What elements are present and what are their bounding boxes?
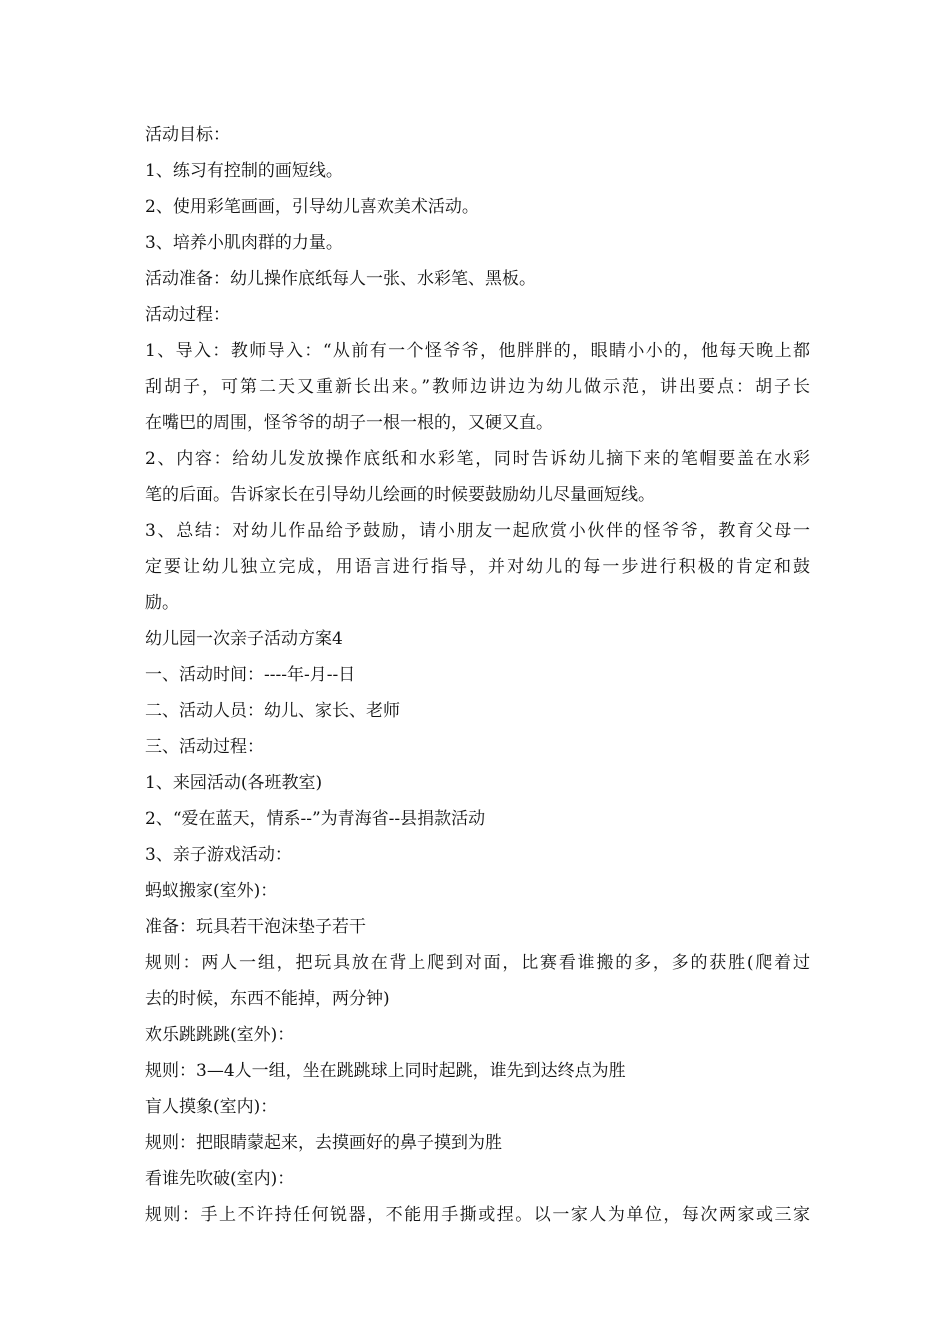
activity-process-heading: 三、活动过程： xyxy=(145,737,264,757)
activity-participants: 二、活动人员：幼儿、家长、老师 xyxy=(145,701,400,721)
goals-heading: 活动目标： xyxy=(145,125,230,145)
game-jumping-title: 欢乐跳跳跳(室外)： xyxy=(145,1025,295,1045)
game-blind-elephant-title: 盲人摸象(室内)： xyxy=(145,1097,278,1117)
goal-item-2: 2、使用彩笔画画，引导幼儿喜欢美术活动。 xyxy=(145,197,479,217)
process-item-2: 2、“爱在蓝天，情系--”为青海省--县捐款活动 xyxy=(145,809,486,829)
game-jumping-rules: 规则：3—4人一组，坐在跳跳球上同时起跳，谁先到达终点为胜 xyxy=(145,1061,626,1081)
process-step-3-line-2: 定要让幼儿独立完成，用语言进行指导，并对幼儿的每一步进行积极的肯定和鼓 xyxy=(145,557,810,577)
goal-item-3: 3、培养小肌肉群的力量。 xyxy=(145,233,343,253)
game-balloon-title: 看谁先吹破(室内)： xyxy=(145,1169,295,1189)
process-step-3-line-1: 3、总结：对幼儿作品给予鼓励，请小朋友一起欣赏小伙伴的怪爷爷，教育父母一 xyxy=(145,521,810,541)
process-step-2-line-2: 笔的后面。告诉家长在引导幼儿绘画的时候要鼓励幼儿尽量画短线。 xyxy=(145,485,655,505)
game-ant-moving-rules-line-2: 去的时候，东西不能掉，两分钟) xyxy=(145,989,390,1009)
game-ant-moving-preparation: 准备：玩具若干泡沫垫子若干 xyxy=(145,917,366,937)
process-step-1-line-1: 1、导入：教师导入：“从前有一个怪爷爷，他胖胖的，眼睛小小的，他每天晚上都 xyxy=(145,341,810,361)
section-title-plan-4: 幼儿园一次亲子活动方案4 xyxy=(145,629,343,649)
game-blind-elephant-rules: 规则：把眼睛蒙起来，去摸画好的鼻子摸到为胜 xyxy=(145,1133,502,1153)
game-balloon-rules-line-1: 规则：手上不许持任何锐器，不能用手撕或捏。以一家人为单位，每次两家或三家 xyxy=(145,1205,810,1225)
process-heading: 活动过程： xyxy=(145,305,230,325)
process-step-1-line-2: 刮胡子，可第二天又重新长出来。”教师边讲边为幼儿做示范，讲出要点：胡子长 xyxy=(145,377,810,397)
document-page xyxy=(145,117,810,1233)
activity-time: 一、活动时间：----年-月--日 xyxy=(145,665,356,685)
preparation-line: 活动准备：幼儿操作底纸每人一张、水彩笔、黑板。 xyxy=(145,269,536,289)
game-ant-moving-title: 蚂蚁搬家(室外)： xyxy=(145,881,278,901)
process-step-3-line-3: 励。 xyxy=(145,593,179,613)
goal-item-1: 1、练习有控制的画短线。 xyxy=(145,161,343,181)
process-item-3: 3、亲子游戏活动： xyxy=(145,845,292,865)
process-item-1: 1、来园活动(各班教室) xyxy=(145,773,323,793)
game-ant-moving-rules-line-1: 规则：两人一组，把玩具放在背上爬到对面，比赛看谁搬的多，多的获胜(爬着过 xyxy=(145,953,810,973)
process-step-1-line-3: 在嘴巴的周围，怪爷爷的胡子一根一根的，又硬又直。 xyxy=(145,413,553,433)
process-step-2-line-1: 2、内容：给幼儿发放操作底纸和水彩笔，同时告诉幼儿摘下来的笔帽要盖在水彩 xyxy=(145,449,810,469)
